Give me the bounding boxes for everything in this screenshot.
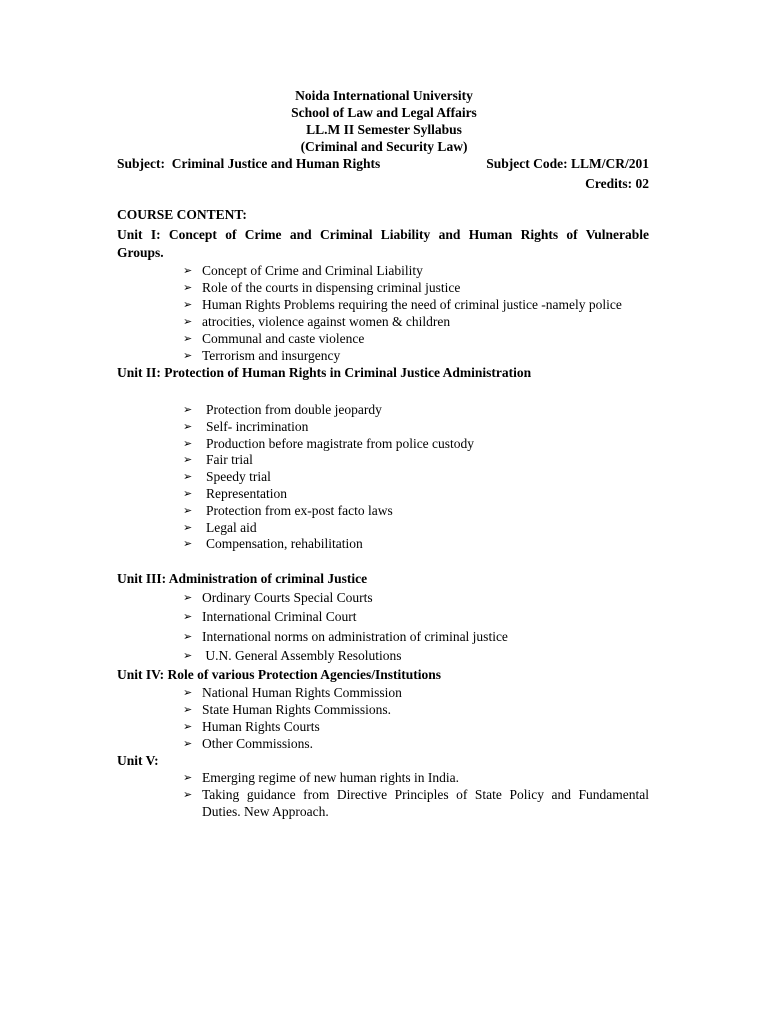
subject-name: Criminal Justice and Human Rights <box>171 156 381 171</box>
university-name: Noida International University <box>295 88 473 103</box>
arrow-bullet-icon: ➢ <box>183 486 193 500</box>
arrow-bullet-icon: ➢ <box>183 470 193 484</box>
credits: Credits: 02 <box>585 176 649 191</box>
arrow-bullet-icon: ➢ <box>183 298 193 311</box>
arrow-bullet-icon: ➢ <box>183 332 193 345</box>
arrow-bullet-icon: ➢ <box>183 537 193 551</box>
list-item: ➢ Communal and caste violence <box>183 331 365 346</box>
list-item: ➢ Representation <box>183 485 287 501</box>
unit-2-list <box>183 401 474 552</box>
arrow-bullet-icon: ➢ <box>183 264 193 277</box>
unit-5-list <box>183 769 649 820</box>
list-item: ➢ Terrorism and insurgency <box>183 348 341 363</box>
unit-1-title-cont: Groups. <box>117 245 164 260</box>
list-item: ➢ Fair trial <box>183 452 253 468</box>
unit-4-list <box>183 684 402 752</box>
arrow-bullet-icon: ➢ <box>183 610 193 624</box>
list-item: ➢ Emerging regime of new human rights in India. <box>183 770 459 785</box>
arrow-bullet-icon: ➢ <box>183 419 193 433</box>
list-item: ➢ Speedy trial <box>183 469 271 485</box>
list-item: ➢ U.N. General Assembly Resolutions <box>183 647 402 663</box>
list-item: ➢ International norms on administration of criminal justice <box>183 628 508 644</box>
unit-1-list <box>183 262 622 364</box>
unit-5-title: Unit V: <box>117 753 159 768</box>
arrow-bullet-icon: ➢ <box>183 281 193 294</box>
unit-3-list <box>183 588 508 665</box>
list-item: ➢ Other Commissions. <box>183 736 314 751</box>
arrow-bullet-icon: ➢ <box>183 503 193 517</box>
list-item: ➢ Human Rights Courts <box>183 719 320 734</box>
list-item: ➢ Role of the courts in dispensing criminal justice <box>183 280 461 295</box>
unit-1-title: Unit I: Concept of Crime and Criminal Liability and Human Rights of Vulnerable <box>117 227 649 242</box>
unit-2-title: Unit II: Protection of Human Rights in Criminal Justice Administration <box>117 365 532 380</box>
list-item: ➢ State Human Rights Commissions. <box>183 702 392 717</box>
list-item: ➢ Legal aid <box>183 519 257 535</box>
arrow-bullet-icon: ➢ <box>183 520 193 534</box>
arrow-bullet-icon: ➢ <box>183 591 193 604</box>
specialization: (Criminal and Security Law) <box>300 139 468 154</box>
school-name: School of Law and Legal Affairs <box>291 105 477 120</box>
list-item: ➢ Compensation, rehabilitation <box>183 536 363 552</box>
program-title: LL.M II Semester Syllabus <box>306 122 462 137</box>
arrow-bullet-icon: ➢ <box>183 720 193 733</box>
course-content-heading: COURSE CONTENT: <box>117 207 247 222</box>
arrow-bullet-icon: ➢ <box>183 403 193 416</box>
arrow-bullet-icon: ➢ <box>183 737 193 750</box>
list-item: ➢ Human Rights Problems requiring the need of criminal justice -namely police <box>183 297 622 312</box>
arrow-bullet-icon: ➢ <box>183 703 193 716</box>
unit-4-title: Unit IV: Role of various Protection Agencies/Institutions <box>117 667 441 682</box>
list-item: ➢ International Criminal Court <box>183 609 357 625</box>
list-item: ➢ Production before magistrate from police custody <box>183 435 475 451</box>
list-item: ➢ National Human Rights Commission <box>183 685 402 700</box>
arrow-bullet-icon: ➢ <box>183 436 193 450</box>
arrow-bullet-icon: ➢ <box>183 648 193 662</box>
arrow-bullet-icon: ➢ <box>183 788 193 801</box>
list-item: ➢ Protection from double jeopardy <box>183 402 382 417</box>
arrow-bullet-icon: ➢ <box>183 315 193 328</box>
arrow-bullet-icon: ➢ <box>183 349 193 362</box>
subject-label: Subject: <box>117 156 165 171</box>
list-item: ➢ Self- incrimination <box>183 418 309 434</box>
arrow-bullet-icon: ➢ <box>183 629 193 643</box>
list-item: ➢ Taking guidance from Directive Principles of State Policy and Fundamental Duties. New Approach. <box>183 787 649 819</box>
subject-code: Subject Code: LLM/CR/201 <box>486 156 649 171</box>
list-item: ➢ Concept of Crime and Criminal Liability <box>183 263 423 278</box>
arrow-bullet-icon: ➢ <box>183 771 193 784</box>
arrow-bullet-icon: ➢ <box>183 453 193 467</box>
list-item: ➢ Protection from ex-post facto laws <box>183 502 393 518</box>
list-item: ➢ Ordinary Courts Special Courts <box>183 590 373 605</box>
list-item: ➢ atrocities, violence against women & children <box>183 314 451 329</box>
unit-3-title: Unit III: Administration of criminal Justice <box>117 571 368 586</box>
subject-line <box>117 155 380 172</box>
arrow-bullet-icon: ➢ <box>183 686 193 699</box>
